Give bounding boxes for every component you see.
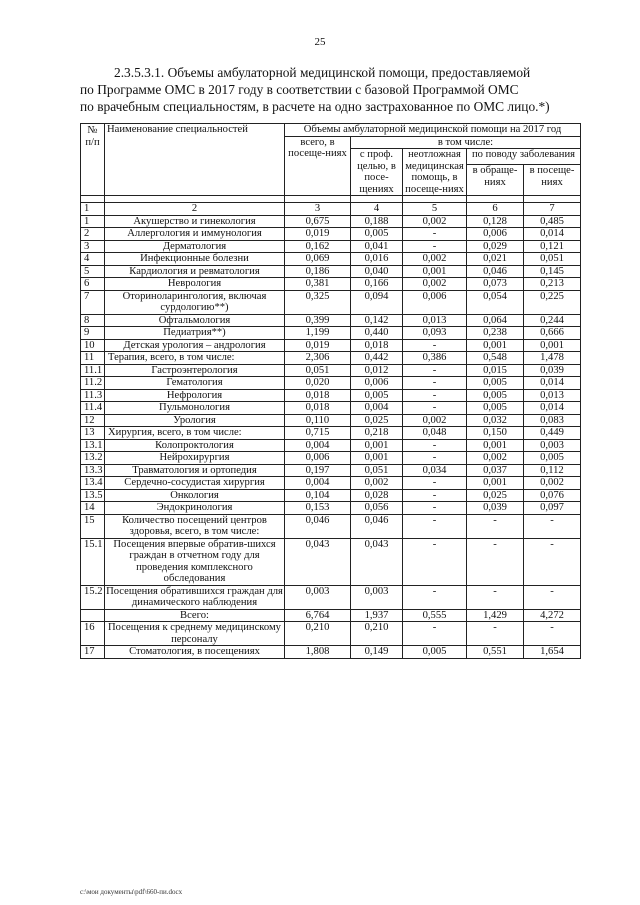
row-number: 15 (81, 514, 105, 538)
value-total: 6,764 (285, 609, 351, 622)
value-visits: 0,449 (524, 427, 581, 440)
heading-line-2: по Программе ОМС в 2017 году в соответствии с базовой Программой ОМС (80, 82, 519, 97)
value-urgent: 0,048 (403, 427, 467, 440)
header-prof: с проф. целью, в посе-щениях (351, 149, 403, 196)
row-number: 15.2 (81, 585, 105, 609)
specialty-name: Нейрохирургия (105, 452, 285, 465)
value-appeals: - (467, 585, 524, 609)
specialty-name: Эндокринология (105, 502, 285, 515)
value-urgent: 0,002 (403, 278, 467, 291)
value-visits: 0,005 (524, 452, 581, 465)
value-prof: 0,012 (351, 364, 403, 377)
row-number: 16 (81, 622, 105, 646)
header-visits: в посеще-ниях (524, 165, 581, 196)
table-row (81, 377, 581, 390)
value-prof: 0,006 (351, 377, 403, 390)
specialty-name: Стоматология, в посещениях (105, 646, 285, 659)
value-urgent: - (403, 389, 467, 402)
value-visits: 0,013 (524, 389, 581, 402)
col-number: 7 (524, 203, 581, 216)
value-total: 0,162 (285, 240, 351, 253)
specialty-name: Педиатрия**) (105, 327, 285, 340)
value-visits: 0,039 (524, 364, 581, 377)
value-total: 0,019 (285, 228, 351, 241)
value-total: 0,186 (285, 265, 351, 278)
specialty-name: Аллергология и иммунология (105, 228, 285, 241)
value-urgent: - (403, 364, 467, 377)
value-appeals: 0,128 (467, 215, 524, 228)
specialty-name: Детская урология – андрология (105, 339, 285, 352)
row-number: 13 (81, 427, 105, 440)
value-appeals: 0,548 (467, 352, 524, 365)
value-appeals: 0,005 (467, 402, 524, 415)
value-prof: 0,440 (351, 327, 403, 340)
value-appeals: 0,064 (467, 314, 524, 327)
table-row (81, 477, 581, 490)
value-total: 0,020 (285, 377, 351, 390)
header-appeals: в обраще-ниях (467, 165, 524, 196)
value-prof: 0,056 (351, 502, 403, 515)
value-urgent: 0,386 (403, 352, 467, 365)
row-number: 6 (81, 278, 105, 291)
value-urgent: - (403, 477, 467, 490)
header-total: всего, в посеще-ниях (285, 136, 351, 196)
table-row (81, 489, 581, 502)
specialty-name: Количество посещений центров здоровья, всего, в том числе: (105, 514, 285, 538)
value-total: 0,018 (285, 402, 351, 415)
row-number: 11.2 (81, 377, 105, 390)
value-prof: 0,025 (351, 414, 403, 427)
value-prof: 0,005 (351, 389, 403, 402)
value-urgent: - (403, 452, 467, 465)
specialty-name: Посещения обратившихся граждан для динамического наблюдения (106, 585, 283, 608)
table-row (81, 265, 581, 278)
table-row (81, 228, 581, 241)
value-appeals: 0,002 (467, 452, 524, 465)
value-urgent: 0,001 (403, 265, 467, 278)
specialty-name: Колопроктология (105, 439, 285, 452)
row-number: 9 (81, 327, 105, 340)
value-total: 2,306 (285, 352, 351, 365)
value-visits: 0,051 (524, 253, 581, 266)
value-urgent: - (403, 622, 467, 646)
specialty-name: Посещения к среднему медицинскому персоналу (105, 622, 285, 646)
value-urgent: - (403, 538, 467, 585)
table-row (81, 314, 581, 327)
value-prof: 0,210 (351, 622, 403, 646)
value-urgent: - (403, 402, 467, 415)
column-number-row (81, 203, 581, 216)
value-visits: 0,213 (524, 278, 581, 291)
row-number: 13.1 (81, 439, 105, 452)
section-heading (80, 64, 580, 115)
row-number: 13.2 (81, 452, 105, 465)
table-row (81, 327, 581, 340)
header-row-1 (81, 124, 581, 137)
row-number: 12 (81, 414, 105, 427)
value-appeals: 0,001 (467, 477, 524, 490)
value-visits: - (524, 514, 581, 538)
specialty-name: Кардиология и ревматология (105, 265, 285, 278)
specialty-name: Посещения впервые обратив-шихся граждан в отчетном году для проведения комплексного обследования (105, 538, 285, 585)
table-row (81, 240, 581, 253)
row-number: 7 (81, 290, 105, 314)
value-appeals: 0,150 (467, 427, 524, 440)
table-row (81, 585, 581, 609)
value-urgent: - (403, 514, 467, 538)
value-prof: 0,005 (351, 228, 403, 241)
table-row (81, 427, 581, 440)
table-row (81, 538, 581, 585)
specialty-name: Сердечно-сосудистая хирургия (105, 477, 285, 490)
row-number (81, 609, 105, 622)
table-row (81, 253, 581, 266)
value-prof: 1,937 (351, 609, 403, 622)
value-prof: 0,218 (351, 427, 403, 440)
row-number: 11.4 (81, 402, 105, 415)
value-total: 0,381 (285, 278, 351, 291)
value-prof: 0,166 (351, 278, 403, 291)
specialty-name: Оториноларингология, включая сурдологию**) (105, 290, 285, 314)
value-appeals: - (467, 622, 524, 646)
value-prof: 0,001 (351, 439, 403, 452)
specialty-name: Офтальмология (105, 314, 285, 327)
table-row (81, 464, 581, 477)
value-visits: 0,145 (524, 265, 581, 278)
specialty-name: Хирургия, всего, в том числе: (105, 427, 285, 440)
value-appeals: 0,015 (467, 364, 524, 377)
value-urgent: 0,006 (403, 290, 467, 314)
table-row (81, 402, 581, 415)
row-number: 11.3 (81, 389, 105, 402)
row-number: 13.3 (81, 464, 105, 477)
value-urgent: 0,093 (403, 327, 467, 340)
value-total: 0,104 (285, 489, 351, 502)
value-prof: 0,028 (351, 489, 403, 502)
value-visits: 0,003 (524, 439, 581, 452)
value-total: 0,210 (285, 622, 351, 646)
value-appeals: - (467, 538, 524, 585)
specialty-name: Терапия, всего, в том числе: (105, 352, 285, 365)
header-num: № п/п (81, 124, 105, 196)
value-urgent: 0,002 (403, 253, 467, 266)
value-urgent: 0,005 (403, 646, 467, 659)
value-urgent: - (403, 228, 467, 241)
value-visits: 0,666 (524, 327, 581, 340)
row-number: 2 (81, 228, 105, 241)
value-total: 0,051 (285, 364, 351, 377)
specialty-name: Онкология (105, 489, 285, 502)
table-row (81, 646, 581, 659)
value-prof: 0,003 (351, 585, 403, 609)
value-urgent: 0,013 (403, 314, 467, 327)
value-visits: - (524, 538, 581, 585)
value-prof: 0,043 (351, 538, 403, 585)
value-urgent: - (403, 585, 467, 609)
file-path-footer: c:\мои документы\pdf\660-пи.docx (80, 888, 183, 896)
value-appeals: 0,032 (467, 414, 524, 427)
value-prof: 0,004 (351, 402, 403, 415)
col-number: 2 (105, 203, 285, 216)
specialty-name: Акушерство и гинекология (105, 215, 285, 228)
ambulatory-volumes-table (80, 123, 581, 659)
value-appeals: 1,429 (467, 609, 524, 622)
value-prof: 0,188 (351, 215, 403, 228)
value-prof: 0,040 (351, 265, 403, 278)
header-including: в том числе: (351, 136, 581, 149)
heading-line-1: 2.3.5.3.1. Объемы амбулаторной медицинской помощи, предоставляемой (114, 65, 531, 80)
header-disease: по поводу заболевания (467, 149, 581, 165)
table-row (81, 290, 581, 314)
table-row (81, 452, 581, 465)
value-prof: 0,002 (351, 477, 403, 490)
specialty-name: Пульмонология (105, 402, 285, 415)
value-visits: 0,244 (524, 314, 581, 327)
value-urgent: - (403, 339, 467, 352)
value-prof: 0,149 (351, 646, 403, 659)
row-number: 14 (81, 502, 105, 515)
value-prof: 0,041 (351, 240, 403, 253)
value-total: 0,019 (285, 339, 351, 352)
value-visits: 4,272 (524, 609, 581, 622)
value-prof: 0,016 (351, 253, 403, 266)
value-total: 0,399 (285, 314, 351, 327)
value-visits: 0,083 (524, 414, 581, 427)
row-number: 3 (81, 240, 105, 253)
table-row (81, 609, 581, 622)
value-urgent: 0,002 (403, 215, 467, 228)
col-number: 5 (403, 203, 467, 216)
value-appeals: 0,006 (467, 228, 524, 241)
page-number: 25 (314, 36, 326, 48)
value-total: 0,004 (285, 477, 351, 490)
value-total: 0,006 (285, 452, 351, 465)
value-prof: 0,142 (351, 314, 403, 327)
table-row (81, 389, 581, 402)
value-total: 1,808 (285, 646, 351, 659)
specialty-name: Всего: (105, 609, 285, 622)
header-gap-row (81, 196, 581, 203)
value-visits: 0,014 (524, 402, 581, 415)
row-number: 11 (81, 352, 105, 365)
value-visits: 1,478 (524, 352, 581, 365)
value-visits: 0,485 (524, 215, 581, 228)
value-urgent: - (403, 502, 467, 515)
header-name: Наименование специальностей (105, 124, 285, 196)
value-prof: 0,442 (351, 352, 403, 365)
row-number: 4 (81, 253, 105, 266)
value-urgent: 0,034 (403, 464, 467, 477)
specialty-name: Гематология (105, 377, 285, 390)
table-row (81, 622, 581, 646)
value-urgent: 0,002 (403, 414, 467, 427)
value-total: 1,199 (285, 327, 351, 340)
value-visits: 0,076 (524, 489, 581, 502)
value-prof: 0,001 (351, 452, 403, 465)
value-appeals: 0,551 (467, 646, 524, 659)
value-total: 0,110 (285, 414, 351, 427)
row-number: 11.1 (81, 364, 105, 377)
value-total: 0,715 (285, 427, 351, 440)
value-total: 0,197 (285, 464, 351, 477)
row-number: 17 (81, 646, 105, 659)
specialty-name: Урология (105, 414, 285, 427)
value-appeals: 0,054 (467, 290, 524, 314)
value-total: 0,003 (285, 585, 351, 609)
row-number: 13.4 (81, 477, 105, 490)
specialty-name: Неврология (105, 278, 285, 291)
value-appeals: 0,005 (467, 377, 524, 390)
col-number: 4 (351, 203, 403, 216)
specialty-name: Дерматология (105, 240, 285, 253)
value-total: 0,069 (285, 253, 351, 266)
header-volume: Объемы амбулаторной медицинской помощи на 2017 год (285, 124, 581, 137)
value-visits: 0,112 (524, 464, 581, 477)
table-row (81, 514, 581, 538)
value-appeals: 0,046 (467, 265, 524, 278)
table-row (81, 439, 581, 452)
value-prof: 0,046 (351, 514, 403, 538)
value-visits: - (524, 585, 581, 609)
row-number: 15.1 (81, 538, 105, 585)
value-urgent: 0,555 (403, 609, 467, 622)
value-visits: 0,225 (524, 290, 581, 314)
value-appeals: 0,025 (467, 489, 524, 502)
value-appeals: - (467, 514, 524, 538)
value-urgent: - (403, 439, 467, 452)
value-appeals: 0,005 (467, 389, 524, 402)
col-number: 3 (285, 203, 351, 216)
table-row (81, 414, 581, 427)
table-row (81, 364, 581, 377)
value-appeals: 0,001 (467, 439, 524, 452)
value-total: 0,325 (285, 290, 351, 314)
value-visits: 0,097 (524, 502, 581, 515)
row-number: 8 (81, 314, 105, 327)
col-number: 1 (81, 203, 105, 216)
col-number: 6 (467, 203, 524, 216)
value-total: 0,675 (285, 215, 351, 228)
value-urgent: - (403, 240, 467, 253)
value-total: 0,153 (285, 502, 351, 515)
table-row (81, 339, 581, 352)
value-appeals: 0,021 (467, 253, 524, 266)
table-row (81, 502, 581, 515)
value-visits: - (524, 622, 581, 646)
value-appeals: 0,001 (467, 339, 524, 352)
specialty-name: Гастроэнтерология (105, 364, 285, 377)
value-total: 0,043 (285, 538, 351, 585)
value-total: 0,046 (285, 514, 351, 538)
value-visits: 1,654 (524, 646, 581, 659)
table-row (81, 278, 581, 291)
heading-line-3: по врачебным специальностям, в расчете на одно застрахованное по ОМС лицо.*) (80, 99, 550, 114)
value-total: 0,018 (285, 389, 351, 402)
row-number: 1 (81, 215, 105, 228)
value-prof: 0,051 (351, 464, 403, 477)
header-urgent: неотложная медицинская помощь, в посеще-ниях (403, 149, 467, 196)
value-total: 0,004 (285, 439, 351, 452)
value-appeals: 0,037 (467, 464, 524, 477)
table-row (81, 352, 581, 365)
value-appeals: 0,238 (467, 327, 524, 340)
specialty-name: Инфекционные болезни (105, 253, 285, 266)
value-visits: 0,014 (524, 228, 581, 241)
value-urgent: - (403, 489, 467, 502)
value-visits: 0,002 (524, 477, 581, 490)
value-appeals: 0,039 (467, 502, 524, 515)
table-row (81, 215, 581, 228)
specialty-name: Нефрология (105, 389, 285, 402)
specialty-name: Травматология и ортопедия (105, 464, 285, 477)
value-prof: 0,094 (351, 290, 403, 314)
row-number: 10 (81, 339, 105, 352)
value-prof: 0,018 (351, 339, 403, 352)
value-appeals: 0,029 (467, 240, 524, 253)
value-appeals: 0,073 (467, 278, 524, 291)
value-visits: 0,014 (524, 377, 581, 390)
value-visits: 0,001 (524, 339, 581, 352)
value-urgent: - (403, 377, 467, 390)
value-visits: 0,121 (524, 240, 581, 253)
row-number: 5 (81, 265, 105, 278)
row-number: 13.5 (81, 489, 105, 502)
